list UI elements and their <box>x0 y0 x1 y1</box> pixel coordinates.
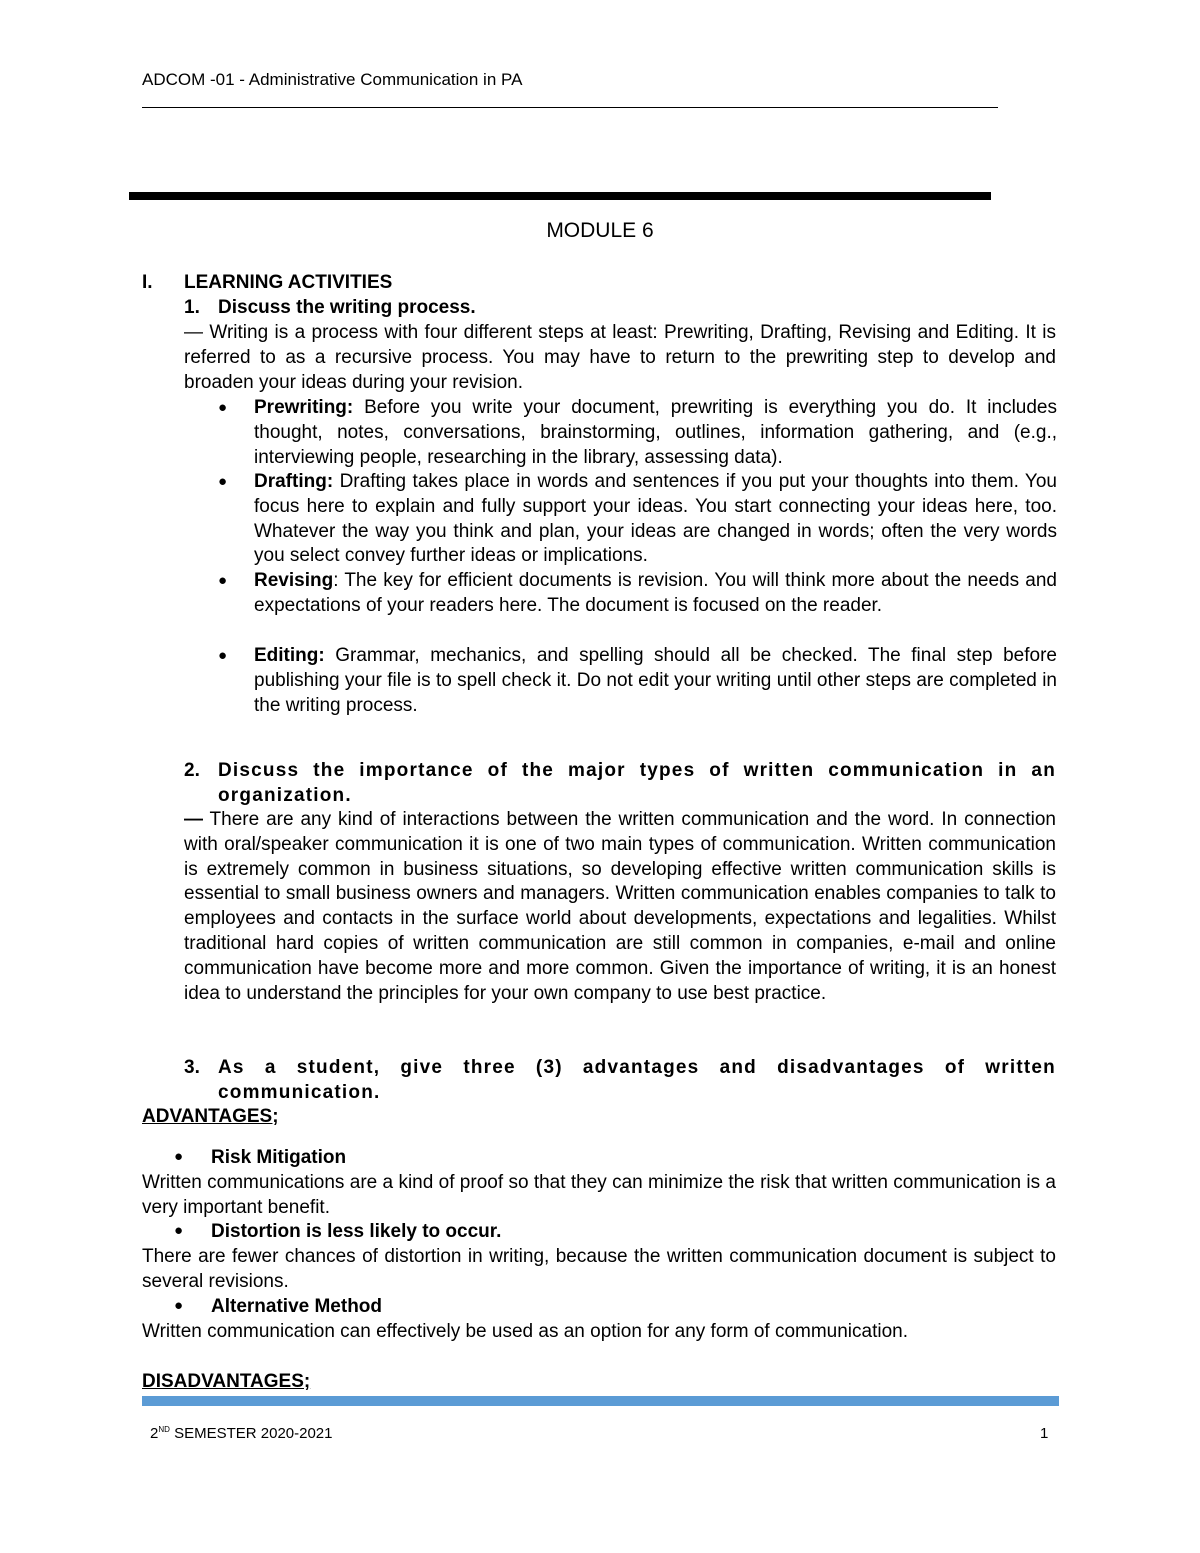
advantage-text: There are fewer chances of distortion in writing, because the written communication document is subject to several revisions. <box>142 1246 1056 1292</box>
bullet-icon: ● <box>218 399 228 416</box>
advantage-text: Written communication can effectively be used as an option for any form of communication. <box>142 1321 909 1342</box>
q1-bullet-revising <box>254 569 1057 619</box>
advantage-text: Written communications are a kind of proof so that they can minimize the risk that written communication is a very important benefit. <box>142 1172 1056 1218</box>
advantages-heading: ADVANTAGES; <box>142 1106 279 1127</box>
q1-bullet-editing <box>254 644 1057 718</box>
bullet-term: Prewriting: <box>254 397 354 418</box>
bullet-text: : The key for efficient documents is revision. You will think more about the needs and expectations of your readers here. The document is focused on the reader. <box>254 570 1057 616</box>
document-header: ADCOM -01 - Administrative Communication in PA <box>142 70 523 89</box>
bullet-text: Grammar, mechanics, and spelling should all be checked. The final step before publishing your file is to spell check it. Do not edit your writing until other steps are completed in the writing process. <box>254 645 1057 716</box>
semester-number: 2 <box>150 1425 159 1442</box>
bullet-icon: ● <box>174 1297 184 1314</box>
q1-question: Discuss the writing process. <box>218 297 476 318</box>
semester-label: SEMESTER 2020-2021 <box>169 1425 333 1442</box>
bullet-term: Editing: <box>254 645 325 666</box>
page-number: 1 <box>1040 1425 1049 1442</box>
q1-bullet-drafting <box>254 470 1057 569</box>
bullet-icon: ● <box>218 473 228 490</box>
footer-bar <box>142 1396 1059 1406</box>
header-divider <box>142 107 998 108</box>
em-dash: — <box>184 809 203 830</box>
section-heading: LEARNING ACTIVITIES <box>184 272 393 293</box>
bullet-term: Revising <box>254 570 334 591</box>
disadvantages-heading: DISADVANTAGES; <box>142 1371 311 1392</box>
q2-question: Discuss the importance of the major types of written communication in an organization. <box>218 760 1056 806</box>
bullet-icon: ● <box>218 572 228 589</box>
q1-bullet-prewriting <box>254 396 1057 470</box>
section-numeral: I. <box>142 272 153 293</box>
q1-number: 1. <box>184 297 200 318</box>
bullet-icon: ● <box>174 1148 184 1165</box>
bullet-term: Drafting: <box>254 471 334 492</box>
title-rule <box>129 192 991 200</box>
q2-number: 2. <box>184 760 200 781</box>
q2-answer-text: There are any kind of interactions between the written communication and the word. In connection with oral/speaker communication it is one of two main types of communication. Written communication is extremely common in business situations, so developing effective written communication skills is essential to small business owners and managers. Written communication enables companies to talk to employees and contacts in the surface world about developments, expectations and legalities. Whilst traditional hard copies of written communication are still common in companies, e-mail and online communication have become more and more common. Given the importance of writing, it is an honest idea to understand the principles for your own company to use best practice. <box>184 809 1056 1004</box>
advantage-title: Distortion is less likely to occur. <box>211 1221 502 1242</box>
advantage-title: Alternative Method <box>211 1296 383 1317</box>
bullet-text: Before you write your document, prewriting is everything you do. It includes thought, notes, conversations, brainstorming, outlines, information gathering, and (e.g., interviewing people, researching in the library, assessing data). <box>254 397 1057 468</box>
semester-suffix: ND <box>158 1425 170 1434</box>
q2-answer <box>184 808 1056 1006</box>
module-title: MODULE 6 <box>546 219 654 242</box>
advantage-title: Risk Mitigation <box>211 1147 347 1168</box>
bullet-icon: ● <box>218 647 228 664</box>
footer-semester <box>150 1425 333 1442</box>
q3-number: 3. <box>184 1057 200 1078</box>
bullet-text: Drafting takes place in words and sentences if you put your thoughts into them. You focus here to explain and fully support your ideas. You start connecting your ideas here, too. Whatever the way you think and plan, your ideas are changed in words; often the very words you select convey further ideas or implications. <box>254 471 1057 567</box>
q1-intro: — Writing is a process with four different steps at least: Prewriting, Drafting, Revising and Editing. It is referred to as a recursive process. You may have to return to the prewriting step to develop and broaden your ideas during your revision. <box>184 322 1056 393</box>
q3-question: As a student, give three (3) advantages and disadvantages of written communication. <box>218 1057 1056 1103</box>
bullet-icon: ● <box>174 1222 184 1239</box>
